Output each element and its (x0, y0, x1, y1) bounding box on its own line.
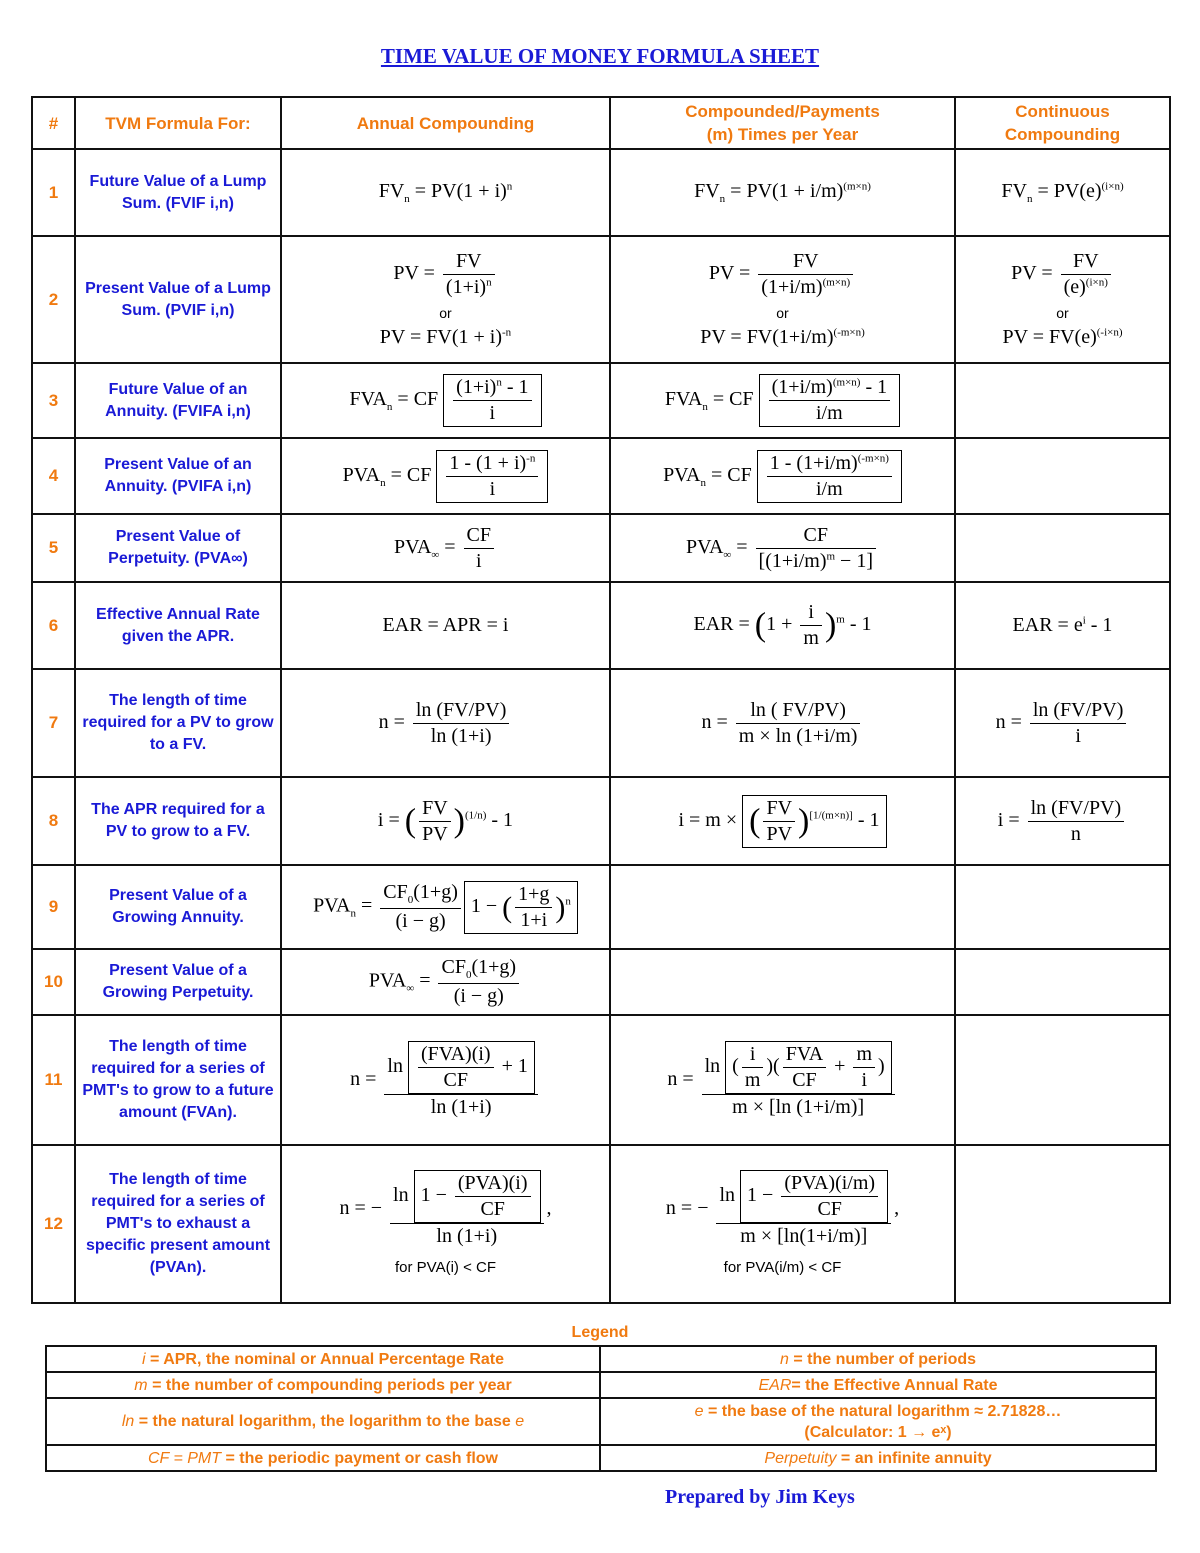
legend-perpetuity: Perpetuity = an infinite annuity (600, 1445, 1156, 1471)
formula-annual: EAR = APR = i (281, 582, 610, 669)
row-number: 10 (32, 949, 75, 1015)
formula-continuous: PV = $\frac{FV}{(e)^{(i\times n)}}$ or PV = $FV(e)^{(-i\times n)}$ (955, 236, 1170, 363)
condition-note: for PVA(i/m) < CF (723, 1259, 842, 1277)
formula-continuous-empty (955, 1015, 1170, 1145)
formula-continuous: $FV_n = PV(e)^{(i\times n)}$ (955, 149, 1170, 236)
formula-annual: i = ( $\frac{FV}{PV}$ )$^{(1/n)}$ - 1 (281, 777, 610, 865)
row-description: Present Value of a Lump Sum. (PVIF i,n) (75, 236, 281, 363)
condition-note: for PVA(i) < CF (395, 1259, 496, 1277)
table-row (32, 236, 1170, 363)
formula-continuous-empty (955, 1145, 1170, 1303)
table-row (32, 149, 1170, 236)
formula-m-empty (610, 865, 955, 949)
formula-continuous-empty (955, 514, 1170, 582)
formula-continuous-empty (955, 949, 1170, 1015)
legend-row (46, 1445, 1156, 1471)
formula-m: $FVA_n$ = CF $\frac{(1+i/m)^{(m\times n)} - 1}{i/m}$ (610, 363, 955, 438)
formula-m-empty (610, 949, 955, 1015)
table-row (32, 1015, 1170, 1145)
legend-cf: CF = PMT = the periodic payment or cash flow (46, 1445, 600, 1471)
formula-m: $PVA_\infty$ = $\frac{CF}{[(1+i/m)^m - 1]}$ (610, 514, 955, 582)
header-row (32, 97, 1170, 149)
row-description: The length of time required for a series of PMT's to exhaust a specific present amount (PVAn). (75, 1145, 281, 1303)
row-number: 2 (32, 236, 75, 363)
formula-continuous-empty (955, 438, 1170, 514)
legend-n: n = the number of periods (600, 1346, 1156, 1372)
formula-annual: n = − ln 1 − $\frac{\text{(PVA)(i)}}{CF}$ ln (1+i) , for PVA(i) < CF (281, 1145, 610, 1303)
formula-table (31, 96, 1171, 1304)
legend-e: e = the base of the natural logarithm ≈ 2.71828… (Calculator: 1 → eˣ) (600, 1398, 1156, 1445)
header-continuous: Continuous Compounding (955, 97, 1170, 149)
row-description: Effective Annual Rate given the APR. (75, 582, 281, 669)
table-row (32, 1145, 1170, 1303)
table-row (32, 777, 1170, 865)
row-description: The length of time required for a series of PMT's to grow to a future amount (FVAn). (75, 1015, 281, 1145)
formula-annual: $PVA_n$ = CF $\frac{1 - (1 + i)^{-n}}{i}$ (281, 438, 610, 514)
row-description: Present Value of Perpetuity. (PVA∞) (75, 514, 281, 582)
legend-ln: ln = the natural logarithm, the logarithm to the base e (46, 1398, 600, 1445)
row-number: 11 (32, 1015, 75, 1145)
legend-ear: EAR= the Effective Annual Rate (600, 1372, 1156, 1398)
formula-continuous: n = $\frac{\ln (FV/PV)}{i}$ (955, 669, 1170, 777)
formula-m: i = m × ( $\frac{FV}{PV}$ )[1/(m×n)] - 1 (610, 777, 955, 865)
author-credit: Prepared by Jim Keys (665, 1486, 855, 1508)
row-number: 12 (32, 1145, 75, 1303)
formula-annual: $FVA_n$ = CF $\frac{(1+i)^n - 1}{i}$ (281, 363, 610, 438)
legend-row (46, 1346, 1156, 1372)
header-annual: Annual Compounding (281, 97, 610, 149)
formula-m: PV = $\frac{FV}{(1+i/m)^{(m\times n)}}$ or PV = $FV(1+i/m)^{(-m\times n)}$ (610, 236, 955, 363)
row-number: 4 (32, 438, 75, 514)
row-number: 7 (32, 669, 75, 777)
legend-i: i = APR, the nominal or Annual Percentage Rate (46, 1346, 600, 1372)
legend-row (46, 1398, 1156, 1445)
header-num: # (32, 97, 75, 149)
row-number: 8 (32, 777, 75, 865)
row-description: Present Value of a Growing Annuity. (75, 865, 281, 949)
formula-m: n = − ln 1 − $\frac{\text{(PVA)(i/m)}}{CF}$ m × [ln(1+i/m)] , for PVA(i/m) < CF (610, 1145, 955, 1303)
row-number: 1 (32, 149, 75, 236)
table-row (32, 865, 1170, 949)
formula-annual: $FV_n = PV(1 + i)^n$ (281, 149, 610, 236)
row-number: 6 (32, 582, 75, 669)
formula-continuous-empty (955, 363, 1170, 438)
legend-row (46, 1372, 1156, 1398)
legend-m: m = the number of compounding periods per year (46, 1372, 600, 1398)
formula-annual: n = ln $\frac{\text{(FVA)(i)}}{CF}$ + 1 ln (1+i) (281, 1015, 610, 1145)
row-description: Present Value of an Annuity. (PVIFA i,n) (75, 438, 281, 514)
row-description: Present Value of a Growing Perpetuity. (75, 949, 281, 1015)
formula-continuous: i = $\frac{\ln (FV/PV)}{n}$ (955, 777, 1170, 865)
formula-m: EAR = (1 + $\frac{i}{m}$ )$^m$ - 1 (610, 582, 955, 669)
legend-title: Legend (571, 1324, 629, 1341)
row-number: 5 (32, 514, 75, 582)
header-formula-for: TVM Formula For: (75, 97, 281, 149)
formula-continuous-empty (955, 865, 1170, 949)
table-row (32, 582, 1170, 669)
row-number: 9 (32, 865, 75, 949)
page-title: TIME VALUE OF MONEY FORMULA SHEET (380, 44, 820, 68)
formula-m: n = $\frac{\ln ( FV/PV)}{m \times \ln (1+i/m)}$ (610, 669, 955, 777)
header-m-times: Compounded/Payments (m) Times per Year (610, 97, 955, 149)
row-description: Future Value of a Lump Sum. (FVIF i,n) (75, 149, 281, 236)
formula-m: $FV_n = PV(1 + i/m)^{(m\times n)}$ (610, 149, 955, 236)
formula-m: n = ln ( $\frac{i}{m}$ )( $\frac{\text{FVA}}{CF}$ + $\frac{m}{i}$ ) m × [ln (1+i/m)] (610, 1015, 955, 1145)
row-description: The length of time required for a PV to grow to a FV. (75, 669, 281, 777)
formula-continuous: EAR = $e^i - 1$ (955, 582, 1170, 669)
formula-annual: n = $\frac{\ln (FV/PV)}{\ln (1+i)}$ (281, 669, 610, 777)
legend-table (45, 1345, 1157, 1472)
table-row (32, 669, 1170, 777)
formula-m: $PVA_n$ = CF $\frac{1 - (1+i/m)^{(-m\times n)}}{i/m}$ (610, 438, 955, 514)
row-description: The APR required for a PV to grow to a FV. (75, 777, 281, 865)
formula-annual: $PVA_\infty$ = $\frac{CF_0(1+g)}{(i - g)}$ (281, 949, 610, 1015)
formula-annual: PV = $\frac{FV}{(1+i)^n}$ or PV = $FV(1 + i)^{-n}$ (281, 236, 610, 363)
row-number: 3 (32, 363, 75, 438)
table-row (32, 363, 1170, 438)
formula-annual: $PVA_n$ = $\frac{CF_0(1+g)}{(i - g)}$ 1 − ( $\frac{1+g}{1+i}$ )$^n$ (281, 865, 610, 949)
table-row (32, 949, 1170, 1015)
table-row (32, 438, 1170, 514)
formula-annual: $PVA_\infty$ = $\frac{CF}{i}$ (281, 514, 610, 582)
row-description: Future Value of an Annuity. (FVIFA i,n) (75, 363, 281, 438)
table-row (32, 514, 1170, 582)
